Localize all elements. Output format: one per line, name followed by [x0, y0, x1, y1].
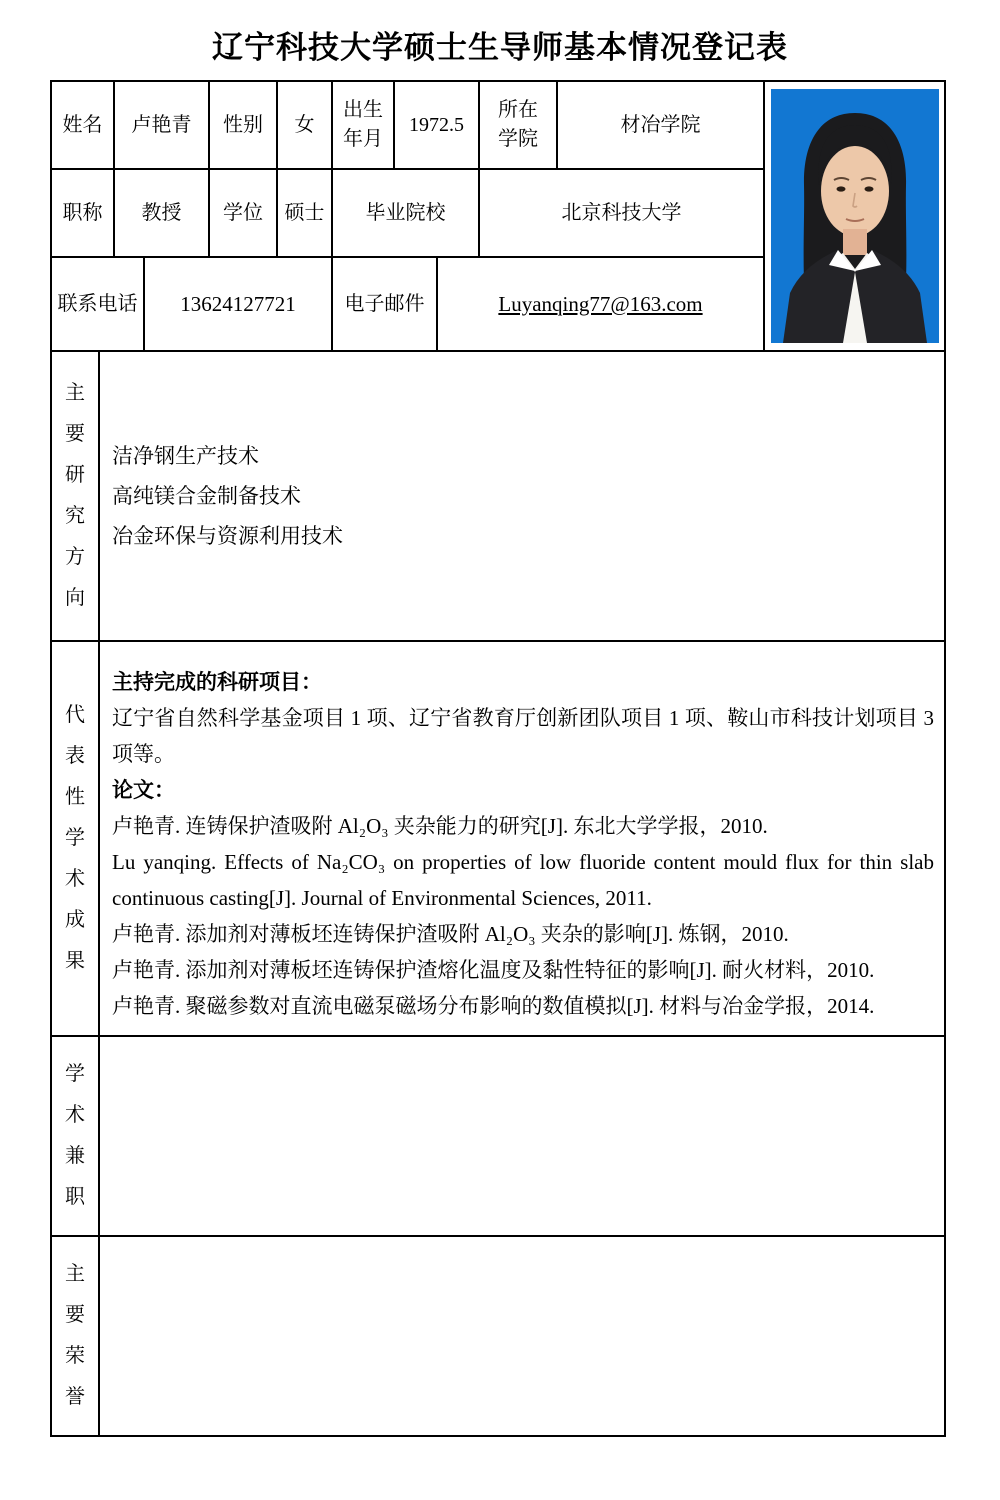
basic-info-row-3	[52, 258, 763, 350]
achievements-section-label: 代表性学术成果	[65, 704, 85, 972]
research-section-label: 主要研究方向	[65, 382, 85, 609]
paper-item: 卢艳青. 聚磁参数对直流电磁泵磁场分布影响的数值模拟[J]. 材料与冶金学报，2014.	[112, 994, 875, 1018]
birth-value: 1972.5	[395, 82, 480, 168]
registration-form-table	[50, 80, 946, 1437]
honors-label-cell	[52, 1237, 100, 1435]
research-section-label-cell	[52, 352, 100, 640]
college-label: 所在学院	[480, 82, 558, 168]
paper-item: 卢艳青. 添加剂对薄板坯连铸保护渣熔化温度及黏性特征的影响[J]. 耐火材料，2010.	[112, 958, 875, 982]
paper-item: 卢艳青. 添加剂对薄板坯连铸保护渣吸附 Al₂O₃ 夹杂的影响[J]. 炼钢，2010.	[112, 922, 789, 946]
name-value: 卢艳青	[115, 82, 210, 168]
projects-heading: 主持完成的科研项目：	[112, 670, 322, 694]
basic-info-block	[52, 82, 944, 352]
birth-label: 出生年月	[333, 82, 395, 168]
job-title-value: 教授	[115, 170, 210, 256]
phone-label: 联系电话	[52, 258, 145, 350]
phone-value: 13624127721	[145, 258, 333, 350]
academic-positions-label: 学术兼职	[65, 1063, 85, 1208]
name-label: 姓名	[52, 82, 115, 168]
email-label: 电子邮件	[333, 258, 438, 350]
research-line: 高纯镁合金制备技术	[112, 484, 301, 508]
job-title-label: 职称	[52, 170, 115, 256]
honors-section	[52, 1237, 944, 1435]
graduate-school-label: 毕业院校	[333, 170, 480, 256]
honors-content	[100, 1237, 944, 1435]
id-photo	[771, 89, 939, 343]
email-cell	[438, 258, 763, 350]
achievements-section-label-cell	[52, 642, 100, 1035]
papers-heading: 论文：	[112, 778, 175, 802]
academic-positions-label-cell	[52, 1037, 100, 1235]
academic-positions-content	[100, 1037, 944, 1235]
research-line: 洁净钢生产技术	[112, 444, 259, 468]
email-link[interactable]: Luyanqing77@163.com	[498, 291, 703, 316]
graduate-school-value: 北京科技大学	[561, 201, 682, 224]
achievements-section	[52, 642, 944, 1037]
gender-value: 女	[278, 82, 333, 168]
research-line: 冶金环保与资源利用技术	[112, 524, 343, 548]
projects-text: 辽宁省自然科学基金项目 1 项、辽宁省教育厅创新团队项目 1 项、鞍山市科技计划项目 3 项等。	[112, 706, 934, 766]
academic-positions-section	[52, 1037, 944, 1237]
college-value: 材冶学院	[620, 113, 701, 136]
honors-label: 主要荣誉	[65, 1263, 85, 1408]
photo-cell	[765, 82, 944, 350]
basic-info-grid	[52, 82, 765, 350]
degree-value: 硕士	[278, 170, 333, 256]
paper-item: Lu yanqing. Effects of Na₂CO₃ on properties of low fluoride content mould flux for thin slab continuous casting[J]. Journal of Environmental Sciences, 2011.	[112, 850, 934, 910]
research-content	[100, 352, 944, 640]
basic-info-row-2	[52, 170, 763, 258]
research-section	[52, 352, 944, 642]
gender-label: 性别	[210, 82, 278, 168]
form-title: 辽宁科技大学硕士生导师基本情况登记表	[212, 30, 788, 65]
basic-info-row-1	[52, 82, 763, 170]
degree-label: 学位	[210, 170, 278, 256]
paper-item: 卢艳青. 连铸保护渣吸附 Al₂O₃ 夹杂能力的研究[J]. 东北大学学报，2010.	[112, 814, 768, 838]
achievements-content	[100, 642, 944, 1035]
